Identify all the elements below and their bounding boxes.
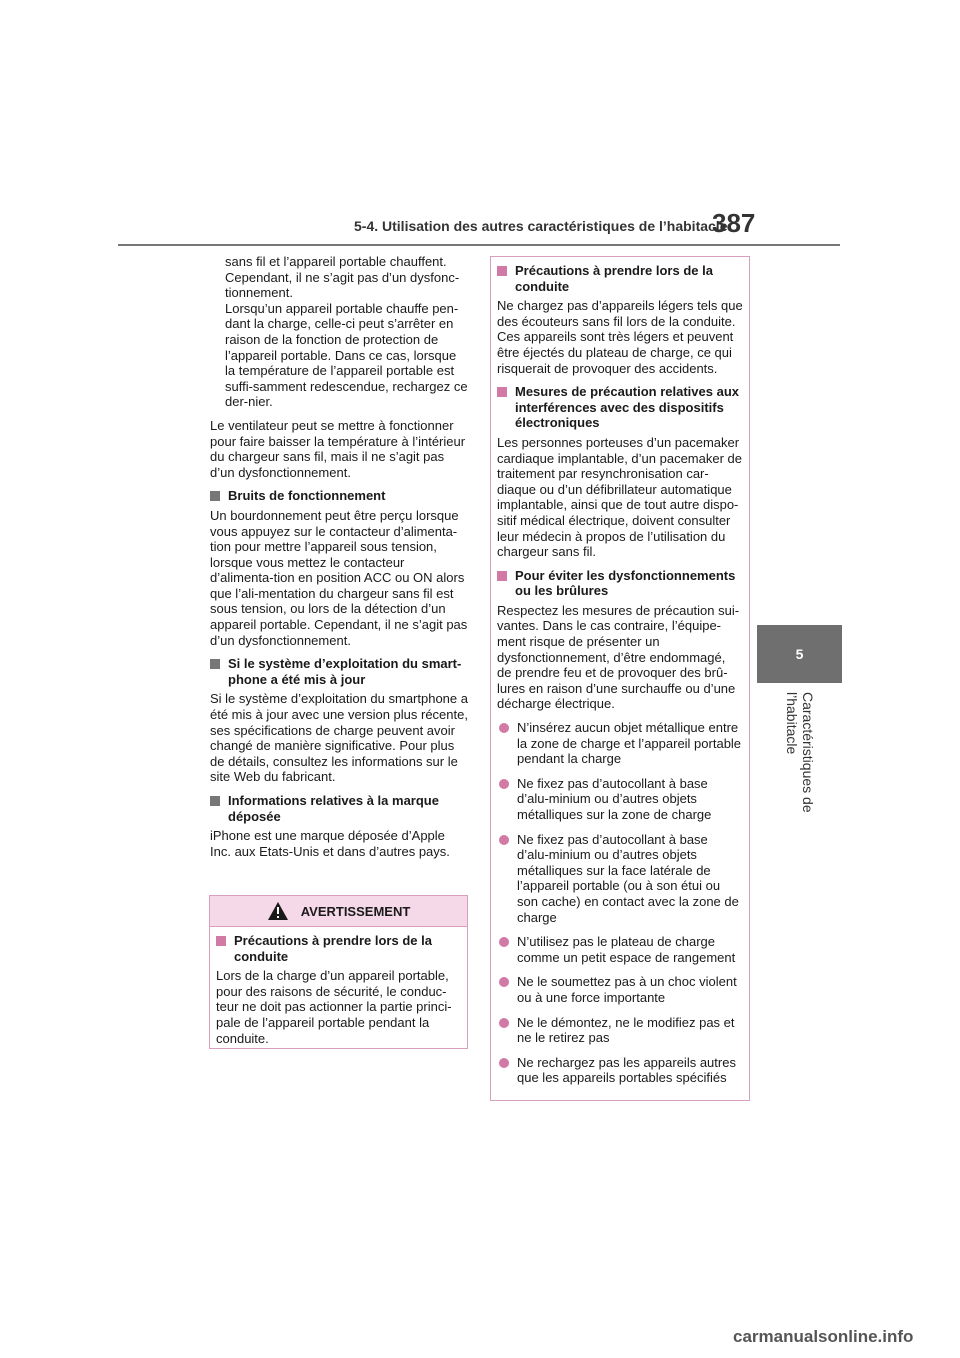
chapter-side-title: Caractéristiques de l’habitacle xyxy=(784,692,816,813)
square-bullet-icon xyxy=(497,266,507,276)
square-bullet-icon xyxy=(497,387,507,397)
chapter-number: 5 xyxy=(795,646,804,662)
warning-box xyxy=(209,895,468,1049)
circle-bullet-icon xyxy=(499,1058,509,1068)
circle-bullet-icon xyxy=(499,723,509,733)
list-item: Ne rechargez pas les appareils autres que les appareils portables spécifiés xyxy=(497,1055,743,1086)
list-item: Ne fixez pas d’autocollant à base d’alu-minium ou d’autres objets métalliques sur la face latérale de l’appareil portable (ou à son étui ou son cache) en contact avec la zone de charge xyxy=(497,832,743,926)
paragraph: iPhone est une marque déposée d’Apple Inc. aux Etats-Unis et dans d’autres pays. xyxy=(210,828,450,859)
watermark: carmanualsonline.info xyxy=(733,1327,914,1346)
square-bullet-icon xyxy=(210,659,220,669)
chapter-tab[interactable] xyxy=(757,625,842,683)
square-bullet-icon xyxy=(497,571,507,581)
subheading: Mesures de précaution relatives aux interférences avec des dispositifs électroniques xyxy=(497,384,743,431)
section-title: 5-4. Utilisation des autres caractéristiques de l’habitacle xyxy=(354,218,728,234)
subheading: Bruits de fonctionnement xyxy=(210,488,468,504)
square-bullet-icon xyxy=(210,491,220,501)
paragraph: sans fil et l’appareil portable chauffent. Cependant, il ne s’agit pas d’un dysfonc-tionnement. xyxy=(225,254,460,301)
paragraph: Lorsqu’un appareil portable chauffe pen-dant la charge, celle-ci peut s’arrêter en raison de la fonction de protection de l’appareil portable. Dans ce cas, lorsque la température de l’appareil portable est suffi-samment redescendue, rechargez ce der-nier. xyxy=(225,300,468,410)
paragraph: Ne chargez pas d’appareils légers tels que des écouteurs sans fil lors de la conduite. Ces appareils sont très légers et peuvent être éjectés du plateau de charge, ce qui risquerait de provoquer des accidents. xyxy=(497,298,743,376)
list-item: Ne le démontez, ne le modifiez pas et ne le retirez pas xyxy=(497,1015,743,1046)
subheading: Informations relatives à la marque déposée xyxy=(210,793,468,824)
left-column xyxy=(210,254,468,867)
list-item: Ne le soumettez pas à un choc violent ou à une force importante xyxy=(497,974,743,1005)
subheading: Pour éviter les dysfonctionnements ou les brûlures xyxy=(497,568,743,599)
warning-triangle-icon xyxy=(267,901,289,921)
paragraph: Respectez les mesures de précaution sui-vantes. Dans le cas contraire, l’équipe-ment risque de présenter un dysfonctionnement, d’être endommagé, de prendre feu et de provoquer des brû-lures en raison d’une surchauffe ou d’une décharge électrique. xyxy=(497,602,740,712)
header-divider xyxy=(118,244,840,246)
square-bullet-icon xyxy=(216,936,226,946)
subheading: Si le système d’exploitation du smart-phone a été mis à jour xyxy=(210,656,468,687)
circle-bullet-icon xyxy=(499,835,509,845)
list-item: N’insérez aucun objet métallique entre la zone de charge et l’appareil portable pendant la charge xyxy=(497,720,743,767)
paragraph: Lors de la charge d’un appareil portable, pour des raisons de sécurité, le conduc-teur ne doit pas actionner la partie princi-pale de l’appareil portable pendant la conduite. xyxy=(216,968,452,1046)
circle-bullet-icon xyxy=(499,937,509,947)
circle-bullet-icon xyxy=(499,1018,509,1028)
paragraph: Le ventilateur peut se mettre à fonctionner pour faire baisser la température à l’intérieur du chargeur sans fil, mais il ne s’agit pas d’un dysfonctionnement. xyxy=(210,417,466,480)
paragraph: Un bourdonnement peut être perçu lorsque vous appuyez sur le contacteur d’alimenta-tion pour mettre l’appareil sous tension, lorsque vous mettez le contacteur d’alimenta-tion en position ACC ou ON alors que l’ali-mentation du chargeur sans fil est sous tension, ou lors de la détection d’un appareil portable. Cependant, il ne s’agit pas d’un dysfonctionnement. xyxy=(210,507,468,648)
warning-continued-box xyxy=(490,256,750,1101)
warning-body xyxy=(210,927,467,1046)
circle-bullet-icon xyxy=(499,977,509,987)
circle-bullet-icon xyxy=(499,779,509,789)
list-item: Ne fixez pas d’autocollant à base d’alu-minium ou d’autres objets métalliques sur la zone de charge xyxy=(497,776,743,823)
list-item: N’utilisez pas le plateau de charge comme un petit espace de rangement xyxy=(497,934,743,965)
warning-header xyxy=(210,896,467,927)
subheading: Précautions à prendre lors de la conduite xyxy=(497,263,743,294)
square-bullet-icon xyxy=(210,796,220,806)
subheading: Précautions à prendre lors de la conduite xyxy=(216,933,461,964)
warning-label: AVERTISSEMENT xyxy=(300,903,411,919)
paragraph: Si le système d’exploitation du smartphone a été mis à jour avec une version plus récente, ses spécifications de charge peuvent avoir changé de manière significative. Pour plus de détails, consultez les informations sur le site Web du fabricant. xyxy=(210,691,468,785)
page-number: 387 xyxy=(712,208,756,238)
paragraph: Les personnes porteuses d’un pacemaker cardiaque implantable, d’un pacemaker de traitement par resynchronisation car-diaque ou d’un défibrillateur automatique implantable, ainsi que de tout autre dispo-sitif médical électrique, doivent consulter leur médecin à propos de l’utilisation du chargeur sans fil. xyxy=(497,434,742,560)
